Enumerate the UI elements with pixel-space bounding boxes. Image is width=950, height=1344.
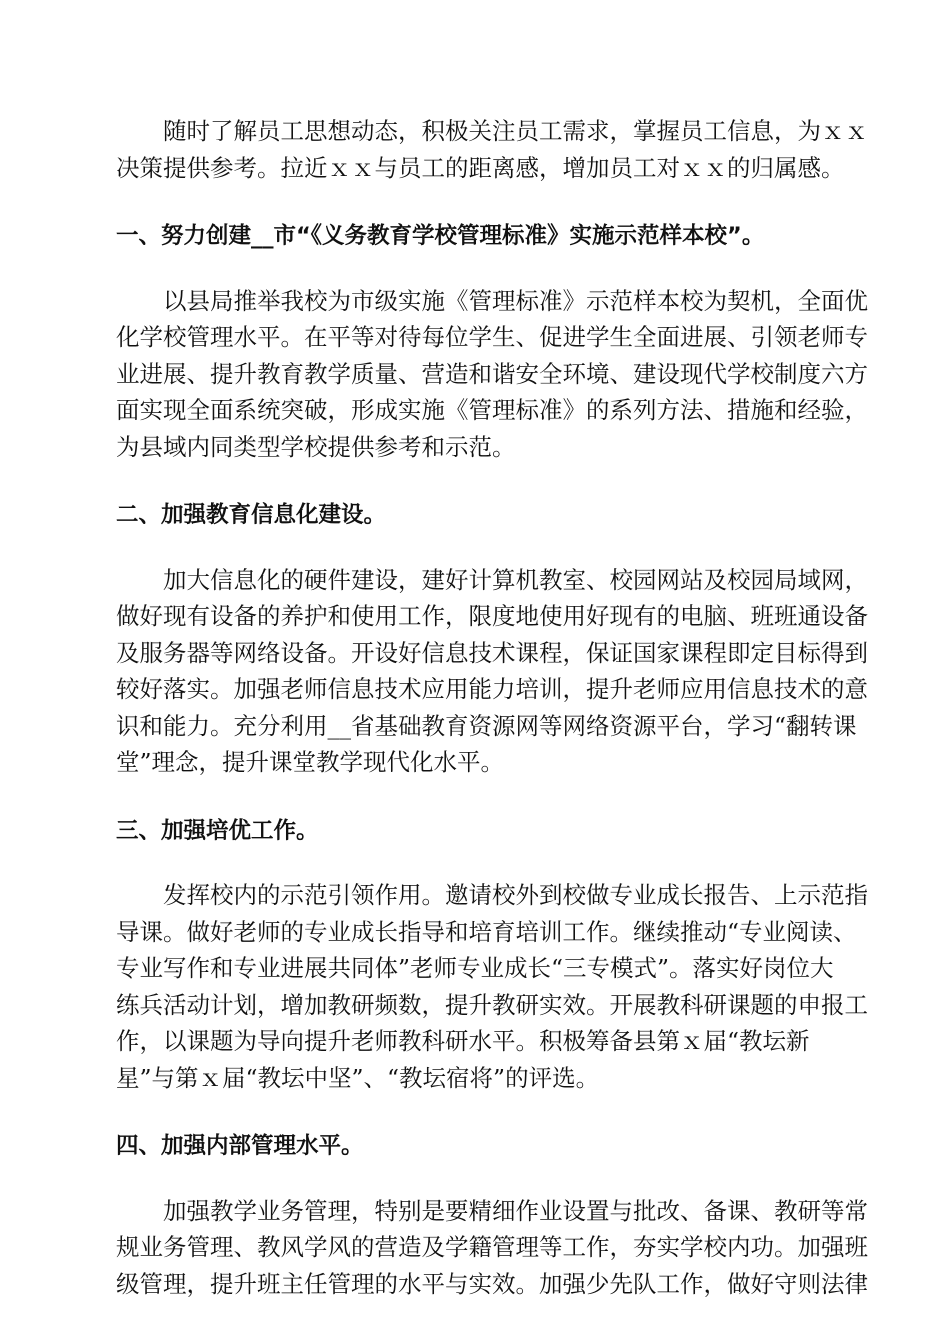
text-line: 做好现有设备的养护和使用工作，限度地使用好现有的电脑、班班通设备 <box>116 602 868 630</box>
intro-paragraph <box>116 113 868 186</box>
section-paragraph-3 <box>116 877 868 1096</box>
text-line: 以县局推举我校为市级实施《管理标准》示范样本校为契机，全面优 <box>163 286 868 315</box>
text-line: 星”与第ｘ届“教坛中坚”、“教坛宿将”的评选。 <box>116 1063 600 1092</box>
text-line: 为县域内同类型学校提供参考和示范。 <box>116 432 516 461</box>
section-paragraph-4 <box>116 1193 868 1303</box>
text-line: 作，以课题为导向提升老师教科研水平。积极筹备县第ｘ届“教坛新 <box>116 1027 810 1055</box>
text-line: 堂”理念，提升课堂教学现代化水平。 <box>116 748 505 776</box>
document-body <box>116 113 868 1302</box>
text-line: 较好落实。加强老师信息技术应用能力培训，提升老师应用信息技术的意 <box>116 675 868 703</box>
section-heading-1: 一、努力创建__市“《义务教育学校管理标准》实施示范样本校”。 <box>116 223 765 249</box>
text-line: 练兵活动计划，增加教研频数，提升教研实效。开展教科研课题的申报工 <box>116 990 868 1019</box>
text-line: 识和能力。充分利用__省基础教育资源网等网络资源平台，学习“翻转课 <box>116 711 857 740</box>
text-line: 加大信息化的硬件建设，建好计算机教室、校园网站及校园局域网， <box>163 565 868 594</box>
text-line: 决策提供参考。拉近ｘｘ与员工的距离感，增加员工对ｘｘ的归属感。 <box>116 153 845 182</box>
text-line: 级管理，提升班主任管理的水平与实效。加强少先队工作，做好守则法律 <box>116 1269 868 1298</box>
text-line: 加强教学业务管理，特别是要精细作业设置与批改、备课、教研等常 <box>163 1196 868 1225</box>
text-line: 规业务管理、教风学风的营造及学籍管理等工作，夯实学校内功。加强班 <box>116 1233 868 1261</box>
text-line: 导课。做好老师的专业成长指导和培育培训工作。继续推动“专业阅读、 <box>116 917 857 946</box>
text-line: 面实现全面系统突破，形成实施《管理标准》的系列方法、措施和经验， <box>116 396 868 424</box>
text-line: 业进展、提升教育教学质量、营造和谐安全环境、建设现代学校制度六方 <box>116 359 868 388</box>
section-heading-4: 四、加强内部管理水平。 <box>116 1133 364 1159</box>
text-line: 化学校管理水平。在平等对待每位学生、促进学生全面进展、引领老师专 <box>116 323 868 351</box>
text-line: 专业写作和专业进展共同体”老师专业成长“三专模式”。落实好岗位大 <box>116 954 834 982</box>
section-paragraph-1 <box>116 283 868 466</box>
section-paragraph-2 <box>116 562 868 781</box>
text-line: 随时了解员工思想动态，积极关注员工需求，掌握员工信息，为ｘｘ <box>163 117 868 145</box>
section-heading-3: 三、加强培优工作。 <box>116 817 319 844</box>
text-line: 发挥校内的示范引领作用。邀请校外到校做专业成长报告、上示范指 <box>163 881 868 909</box>
section-heading-2: 二、加强教育信息化建设。 <box>116 502 387 528</box>
text-line: 及服务器等网络设备。开设好信息技术课程，保证国家课程即定目标得到 <box>116 638 868 667</box>
